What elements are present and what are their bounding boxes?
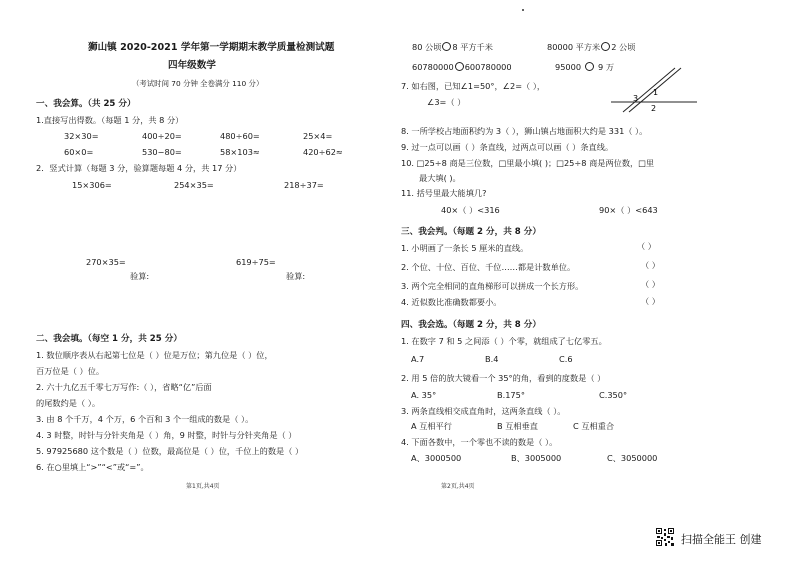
judge-answer[interactable]: （ ） (641, 296, 660, 306)
calc-item: 480÷60= (220, 131, 260, 141)
calc-item: 32×30= (64, 131, 99, 141)
calc-item: 58×103≈ (220, 147, 260, 157)
choice-option[interactable]: B.4 (485, 354, 499, 364)
compare-row-1 (412, 42, 493, 53)
choice-option[interactable]: A 互相平行 (411, 421, 452, 431)
section1-part1: 1.直接写出得数。（每题 1 分，共 8 分） (36, 115, 184, 125)
choice-question: 2. 用 5 倍的放大镜看一个 35°的角，看到的度数是（ ） (401, 373, 606, 383)
judge-answer[interactable]: （ ） (637, 241, 656, 251)
fill-question: 8. 一所学校占地面积约为 3（ ），狮山镇占地面积大约是 331（ ）。 (401, 126, 648, 136)
compare-right: 2 公顷 (611, 42, 636, 52)
check-label: 验算: (130, 271, 150, 281)
vertical-calc: 218÷37= (284, 180, 324, 190)
angle-line-slanted (623, 68, 675, 112)
q11-item: 90×（ ）<643 (599, 205, 658, 215)
compare-right: 8 平方千米 (452, 42, 493, 52)
judge-item: 3. 两个完全相同的直角梯形可以拼成一个长方形。 (401, 281, 584, 291)
judge-answer[interactable]: （ ） (641, 260, 660, 270)
choice-option[interactable]: C、3050000 (607, 453, 658, 463)
choice-option[interactable]: C.6 (559, 354, 573, 364)
compare-row-2b (555, 62, 614, 73)
vertical-calc: 270×35= (86, 257, 126, 267)
q7-line2: ∠3=（ ） (427, 97, 466, 107)
choice-question: 1. 在数字 7 和 5 之间添（ ）个零，就组成了七亿零五。 (401, 336, 607, 346)
right-page (397, 0, 794, 561)
exam-title: 狮山镇 2020-2021 学年第一学期期末教学质量检测试题 (88, 42, 335, 53)
q7-line1: 7. 如右图，已知∠1=50°，∠2=（ ）， (401, 81, 546, 91)
compare-circle[interactable] (601, 42, 610, 51)
calc-item: 60×0= (64, 147, 94, 157)
choice-question: 3. 两条直线相交成直角时，这两条直线（ ）。 (401, 406, 566, 416)
choice-option[interactable]: B、3005000 (511, 453, 562, 463)
calc-item: 530−80= (142, 147, 182, 157)
compare-row-1b (547, 42, 635, 53)
section4-heading: 四、我会选。（每题 2 分，共 8 分） (401, 320, 541, 330)
choice-option[interactable]: C 互相重合 (573, 421, 615, 431)
vertical-calc: 254×35= (174, 180, 214, 190)
choice-option[interactable]: B.175° (497, 390, 525, 400)
judge-item: 4. 近似数比准确数都要小。 (401, 297, 502, 307)
fill-question: 2. 六十九亿五千零七万写作:（ ），省略“亿”后面 (36, 382, 212, 392)
vertical-calc: 15×306= (72, 180, 112, 190)
page-footer: 第2页,共4页 (441, 483, 475, 490)
fill-question: 最大填( )。 (419, 173, 461, 183)
choice-option[interactable]: A、3000500 (411, 453, 462, 463)
choice-question: 4. 下面各数中，一个零也不读的数是（ ）。 (401, 437, 558, 447)
check-label: 验算: (286, 271, 306, 281)
section1-part2: 2．竖式计算（每题 3 分，验算题每题 4 分，共 17 分） (36, 163, 242, 173)
fill-question: 9. 过一点可以画（ ）条直线，过两点可以画（ ）条直线。 (401, 142, 614, 152)
compare-left: 95000 (555, 62, 582, 72)
compare-right: 9 万 (598, 62, 615, 72)
calc-item: 420÷62≈ (303, 147, 343, 157)
compare-circle[interactable] (455, 62, 464, 71)
compare-circle[interactable] (585, 62, 594, 71)
page-footer: 第1页,共4页 (186, 483, 220, 490)
fill-question: 1. 数位顺序表从右起第七位是（ ）位是万位；第九位是（ ）位， (36, 350, 273, 360)
judge-answer[interactable]: （ ） (641, 279, 660, 289)
qr-code-icon (655, 527, 675, 547)
scan-speck (522, 9, 524, 11)
scanner-watermark: 扫描全能王 创建 (681, 533, 762, 546)
judge-item: 1. 小明画了一条长 5 厘米的直线。 (401, 243, 529, 253)
section1-heading: 一、我会算。（共 25 分） (36, 99, 136, 109)
vertical-calc: 619÷75= (236, 257, 276, 267)
angle-label: 2 (651, 104, 657, 113)
choice-option[interactable]: A.7 (411, 354, 425, 364)
calc-item: 25×4= (303, 131, 333, 141)
choice-option[interactable]: C.350° (599, 390, 628, 400)
fill-question: 百万位是（ ）位。 (36, 366, 105, 376)
section2-heading: 二、我会填。（每空 1 分，共 25 分） (36, 334, 182, 344)
calc-item: 400÷20= (142, 131, 182, 141)
choice-option[interactable]: A. 35° (411, 390, 437, 400)
fill-question: 的尾数约是（ ）。 (36, 398, 101, 408)
fill-question: 10. □25÷8 商是三位数，□里最小填( )；□25÷8 商是两位数，□里 (401, 158, 655, 168)
angle-diagram (609, 66, 699, 114)
choice-option[interactable]: B 互相垂直 (497, 421, 538, 431)
judge-item: 2. 个位、十位、百位、千位……都是计数单位。 (401, 262, 576, 272)
compare-row-2 (412, 62, 512, 73)
compare-right: 600780000 (464, 62, 512, 72)
section3-heading: 三、我会判。（每题 2 分，共 8 分） (401, 227, 541, 237)
fill-question: 3. 由 8 个千万，4 个万，6 个百和 3 个一组成的数是（ ）。 (36, 414, 254, 424)
angle-label: 1 (653, 88, 659, 97)
compare-left: 80 公顷 (412, 42, 442, 52)
compare-circle[interactable] (442, 42, 451, 51)
angle-label: 3 (633, 94, 639, 103)
fill-question: 6. 在○里填上“>”“<”或“=”。 (36, 462, 149, 472)
q11-item: 40×（ ）<316 (441, 205, 500, 215)
fill-question: 5. 97925680 这个数是（ ）位数，最高位是（ ）位，千位上的数是（ ） (36, 446, 304, 456)
fill-question: 4. 3 时整，时针与分针夹角是（ ）角，9 时整，时针与分针夹角是（ ） (36, 430, 297, 440)
exam-subtitle: 四年级数学 (168, 60, 216, 71)
exam-info: （考试时间 70 分钟 全卷满分 110 分） (132, 79, 264, 88)
fill-question: 11. 括号里最大能填几? (401, 188, 487, 198)
compare-left: 60780000 (412, 62, 454, 72)
compare-left: 80000 平方米 (547, 42, 601, 52)
